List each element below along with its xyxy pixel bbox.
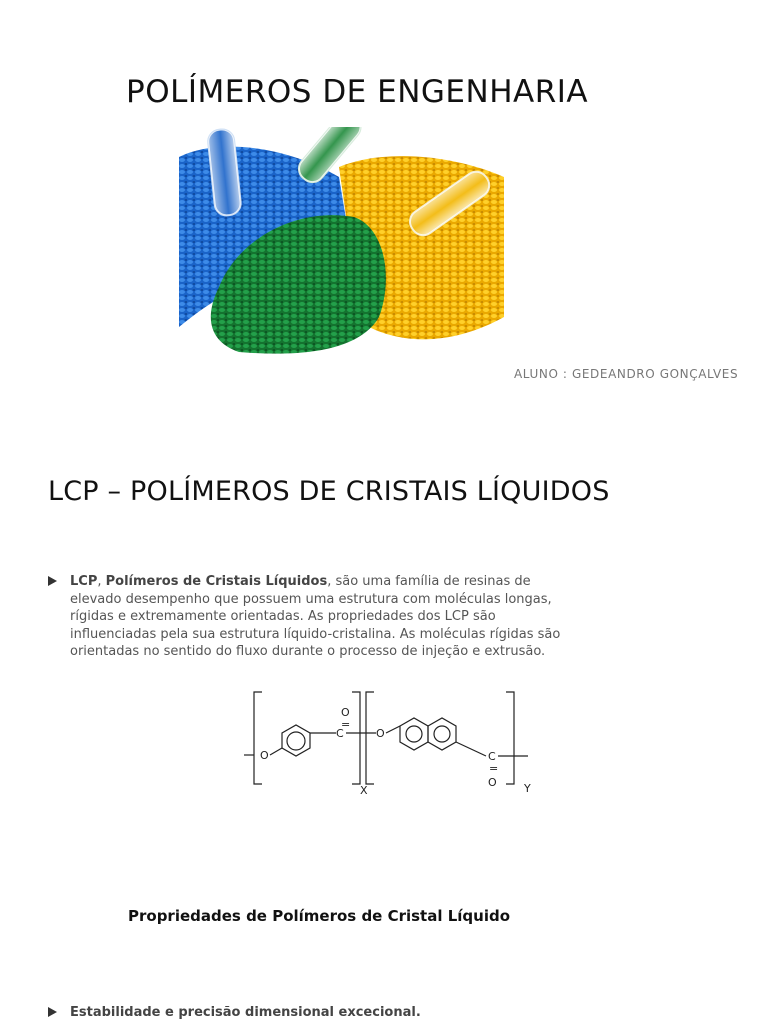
section-title: LCP – POLÍMEROS DE CRISTAIS LÍQUIDOS: [48, 476, 610, 507]
oxygen-label: O: [260, 749, 269, 762]
intro-bullet: [48, 573, 568, 661]
repeat-x-label: X: [360, 784, 368, 797]
oxygen-label: O: [341, 706, 350, 719]
author-credit: ALUNO : GEDEANDRO GONÇALVES: [514, 367, 739, 381]
intro-text: [70, 573, 568, 661]
oxygen-label: O: [488, 776, 497, 789]
lcp-chemical-structure: [240, 686, 540, 798]
property-item: [48, 1005, 421, 1020]
lcp-full-name: Polímeros de Cristais Líquidos: [105, 574, 328, 589]
bullet-triangle-icon: [48, 1007, 57, 1017]
intro-separator: ,: [97, 574, 106, 589]
carbon-label: C: [488, 750, 496, 763]
carbon-label: C: [336, 727, 344, 740]
double-bond-label: =: [489, 762, 499, 775]
bullet-triangle-icon: [48, 576, 57, 586]
double-bond-label: =: [341, 718, 351, 731]
polymer-pellets-image: [179, 127, 504, 357]
property-text: Estabilidade e precisão dimensional excecional.: [70, 1005, 421, 1020]
lcp-abbrev: LCP: [70, 574, 98, 589]
properties-heading: Propriedades de Polímeros de Cristal Líquido: [128, 907, 511, 925]
repeat-y-label: Y: [524, 782, 531, 795]
intro-body: , são uma família de resinas de elevado desempenho que possuem uma estrutura com moléculas longas, rígidas e extremamente orientadas. As propriedades dos LCP são influenciadas pela sua estrutura líquido-cristalina. As moléculas rígidas são orientadas no sentido do fluxo durante o processo de injeção e extrusão.: [70, 574, 561, 659]
page-title: POLÍMEROS DE ENGENHARIA: [126, 74, 589, 110]
oxygen-label: O: [376, 727, 385, 740]
